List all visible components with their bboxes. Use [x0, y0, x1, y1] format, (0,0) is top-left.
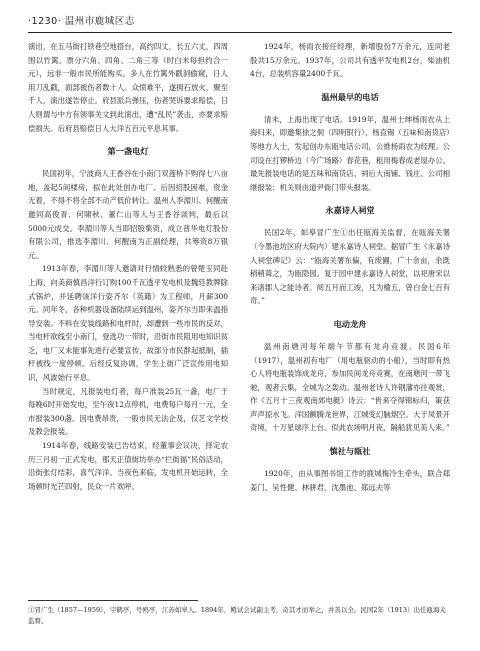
paragraph: 1924年，杨雨农接任经理，新增股份7万余元，连同老股共15万余元。1937年，公司共有透平发电机2台，柴油机4台，总装机容量2400千瓦。	[250, 42, 450, 79]
paragraph: 1913年春，李湄川等人邀请对行情较熟悉的曾楚玉同赴上海，向美商慎昌洋行订购100千瓦透平发电机及魏廷教牌除式锅炉，并延聘该洋行姿齐尔（英籍）为工程师，月薪300元。同年冬，各种机器设备陆续运到温州，姿齐尔当即来温指导安装。不料在安装线路和电杆时，却遭到一些市民的反对，当电杆欲线至小南门，登选功一带时，沿街市民阻用电知识贫乏，电厂又未能事先进行必要宣传，故部分市民群起抵制，插杆被线一度停顿。后经反复协调，学生上街广泛宣传用电知识，风波始行平息。	[28, 264, 228, 383]
paragraph: 温州南塘河每年端午节都有龙舟竞渡。民国6年（1917），温州初有电厂（用电瓶驱动的小船），当时即有热心人将电瓶装饰成龙舟，参加民间龙舟竞赛，在南塘河一带飞驰，观者云集，全城为之轰动。温州老诗人许钢藩亦往观赏，作《五月十三夜观南郊电艇》诗云：“皆来夺得锦标归，策获声声掠水飞。洋国颤腾龙世界，江城变幻脑烟空。大于凤景开奇境，十万星球序上台。似此农场明月夜，隔船犹见美人来。”	[250, 341, 450, 433]
paragraph: 民国2年，如皋冒广生①出任瓯海关监督，在瓯海关署（今墨池坊区府大院内）建永嘉诗人祠堂。据冒广生《永嘉诗人祠堂碑记》云：“瓯海关署东偏，有废圃，广十余亩，余既稍稍葺之，为瓯隐园。复于园中建永嘉诗人祠堂，以祀唐宋以来诸郡人之能诗者。阅五月而工竣，凡为楹五，曾白金七百有奇。”	[250, 228, 450, 306]
footnote: ①冒广生（1857—1959），字鹤亭，号鸥亭，江苏如皋人。1894年，殿试会试副主考，奇其才而举之，并善以全。民国2年（1913）出任瓯海关监督。	[28, 606, 447, 625]
section-heading: 温州最早的电话	[321, 91, 379, 102]
section-heading: 慎社与瓯社	[329, 446, 371, 457]
paragraph: 1914年春，线路安装已告结束，经董事会议决，择定农历三月初一正式发电，那天正值街坊举办“拦街福”民俗活动，沿街张灯结彩，喜气洋洋。当夜色来临，发电机开始运转，全场顿时光芒四射，民众一片欢呼。	[28, 441, 228, 491]
section-heading: 电动龙舟	[333, 318, 367, 329]
left-column	[28, 40, 228, 493]
paragraph: 1920年，由从事图书馆工作的鹿城梅冷生牵头，联合郑姜门、吴性健、林骈君、沈墨池、郑远夫等	[250, 469, 450, 492]
footnote-divider	[28, 600, 198, 601]
paragraph: 演出，在五马街打铁巷空地搭台，高约四丈，长五六丈，四周围以竹篱。票分六角、四角、二角三等（时白米每担约合一元），远非一般市民所能购买。多人在竹篱外戳洞偷窥，日人用刀乱戳，面部被伤者数十人。众愤难平，遂拥石放火，聚至千人，演出遂告停止。府县派兵弹压，伤者哭诉要求赔偿，日人则谓与中方有领事关文到此演出，遭“乱民”袭击，亦要求赔偿损失。后府县赔偿日人大洋五百元平息其事。	[28, 42, 228, 133]
paragraph: 民国初年，宁波商人王香谷在小南门双莲桥下购得七八亩地，盖起5间楼房，拟在此处创办电厂。后因招股困难，资金无着，不得不将全部不动产低价转让。温州人李湄川、何醒南邀同高俊青、何啸秋、董仁山等人与王香谷谈判，最后以5000元成交。李湄川等人当即招股集资，成立普华电灯股份有限公司，推选李湄川、何醒南为正副经理，共筹资8万银元。	[28, 169, 228, 260]
running-header	[28, 12, 452, 33]
section-heading: 第一盏电灯	[107, 146, 149, 157]
paragraph: 当时规定，凡报装电灯者，每户准装25瓦一盏，电厂于每晚6时开始发电，至午夜12点停机，电费每户每月一元，全市报装300盏。因电费昂贵，一般市民无法企及，仅艺文学校及教会报装。	[28, 386, 228, 437]
running-head-text: ·1230· 温州市鹿城区志	[28, 16, 135, 27]
right-column	[250, 40, 450, 494]
paragraph: 清末，上海出现了电话。1919年，温州士绅杨雨农从上海归来，即邀集徐之侗（四明银行）、杨直锡（五味和南货店）等地方人士，发起创办东瓯电话公司，公推杨雨农为经理。公司设在打锣桥边（今广场路）春花巷，租用梅春成老屋办公。最先报装电话的是五味和南货店、祠后大南铺、钱庄、公司相继报装；机关则由道尹衙门带头报装。	[250, 114, 450, 192]
section-heading: 永嘉诗人祠堂	[325, 205, 375, 216]
